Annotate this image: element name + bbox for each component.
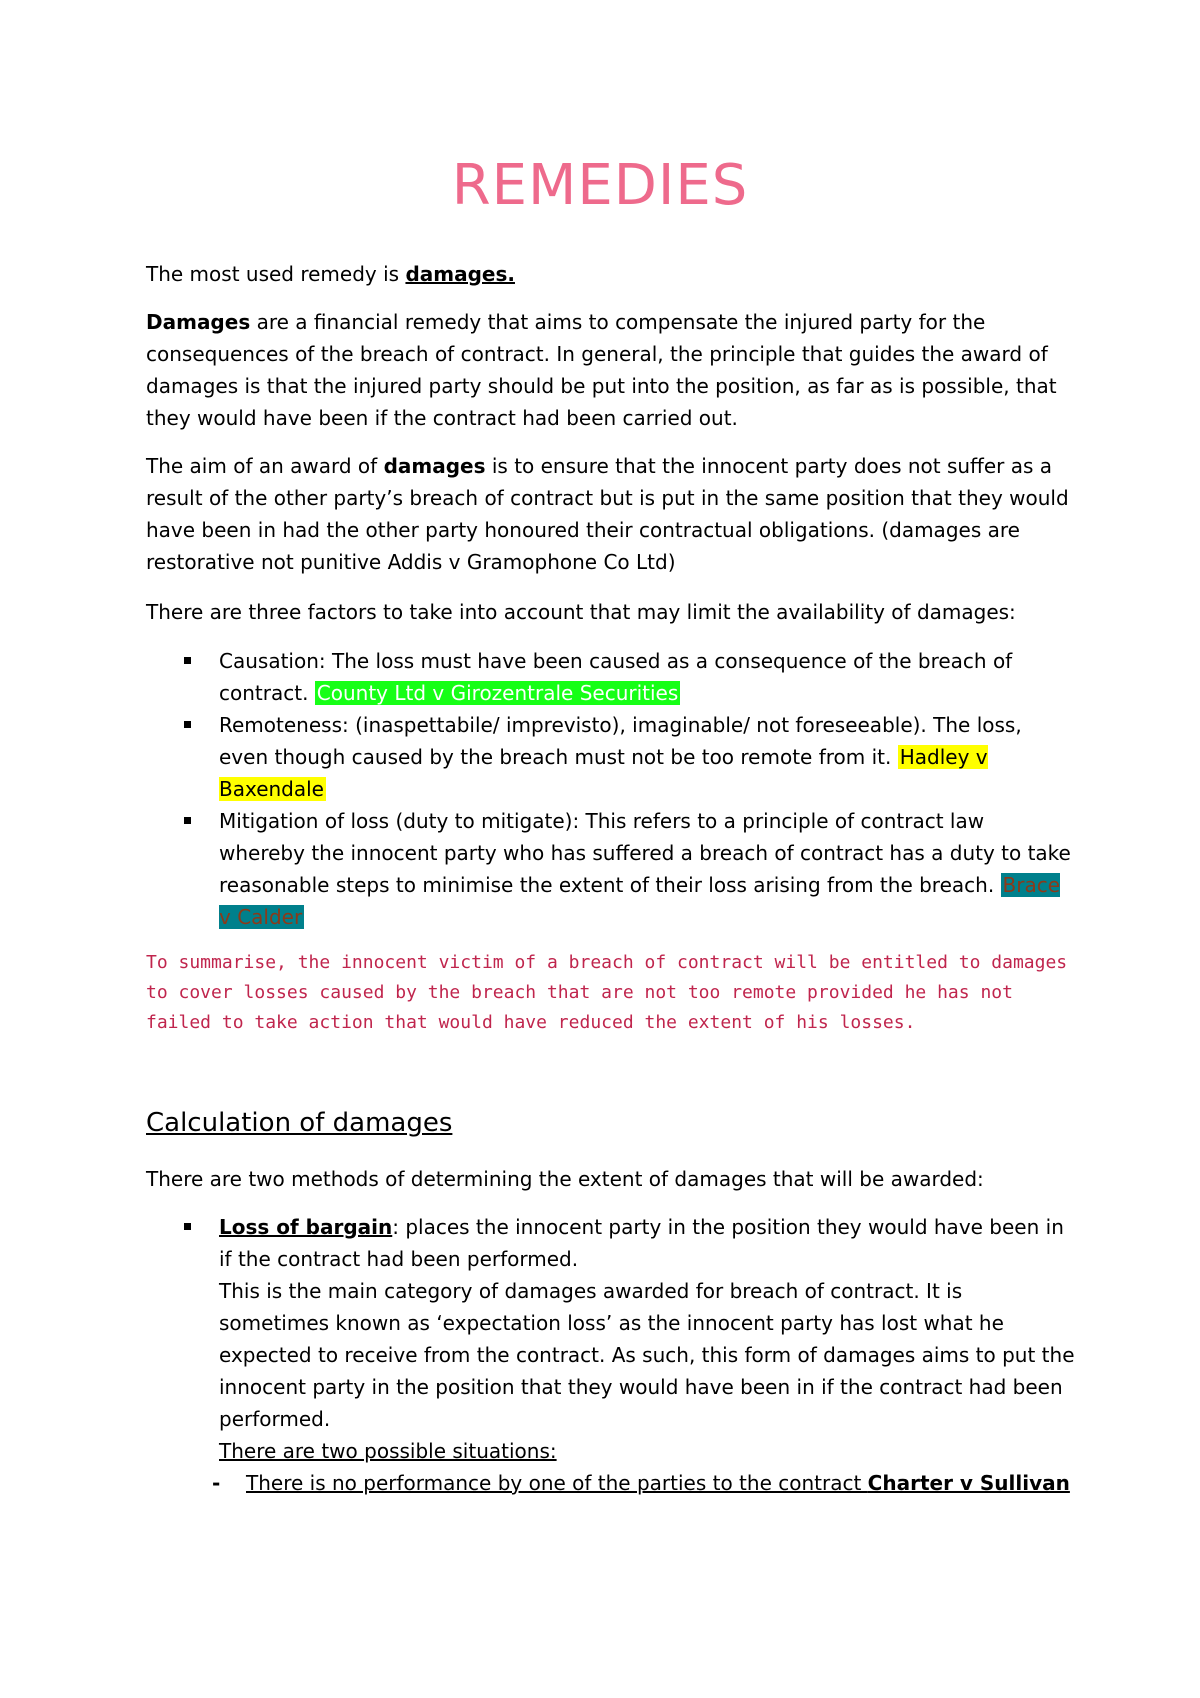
loss-of-bargain-text: : places the innocent party in the position they would have been in if the contract had been performed. bbox=[219, 1215, 1064, 1271]
aim-text: is to ensure that the innocent party does not suffer as a result of the other party’s breach of contract but is put in the same position that they would have been in had the other party honoured their contractual obligations. (damages are restorative not punitive Addis v Gramophone Co Ltd) bbox=[146, 454, 1069, 574]
aim-term: damages bbox=[383, 454, 486, 478]
factors-intro bbox=[146, 596, 1076, 628]
aim-paragraph bbox=[146, 450, 1076, 578]
case-highlight: County Ltd v Girozentrale Securities bbox=[316, 681, 679, 705]
list-item bbox=[146, 645, 1076, 709]
bullet-square-icon bbox=[184, 1223, 191, 1230]
case-highlight: Brace v Calder bbox=[219, 873, 1061, 929]
situations-label: There are two possible situations: bbox=[219, 1439, 557, 1463]
list-item bbox=[146, 1467, 1076, 1499]
intro-paragraph bbox=[146, 258, 1076, 290]
definition-term: Damages bbox=[146, 310, 251, 334]
list-item bbox=[146, 709, 1076, 805]
loss-of-bargain-term: Loss of bargain bbox=[219, 1215, 393, 1239]
definition-paragraph bbox=[146, 306, 1076, 434]
bullet-square-icon bbox=[184, 817, 191, 824]
definition-text: are a financial remedy that aims to compensate the injured party for the consequences of the breach of contract. In general, the principle that guides the award of damages is that the injured party should be put into the position, as far as is possible, that they would have been if the contract had been carried out. bbox=[146, 310, 1057, 430]
bullet-square-icon bbox=[184, 657, 191, 664]
case-highlight: Hadley v Baxendale bbox=[219, 745, 988, 801]
calc-list bbox=[146, 1211, 1076, 1499]
section-heading: Calculation of damages bbox=[146, 1108, 453, 1138]
bullet-square-icon bbox=[184, 721, 191, 728]
loss-of-bargain-more: This is the main category of damages awarded for breach of contract. It is sometimes known as ‘expectation loss’ as the innocent party has lost what he expected to receive from the contract. As such, this form of damages aims to put the innocent party in the position that they would have been in if the contract had been performed. bbox=[219, 1279, 1075, 1431]
page-title: REMEDIES bbox=[451, 153, 749, 218]
factor-text: Remoteness: (inaspettabile/ imprevisto), imaginable/ not foreseeable). The loss, even though caused by the breach must not be too remote from it. bbox=[219, 713, 1022, 769]
calc-intro-text: There are two methods of determining the extent of damages that will be awarded: bbox=[146, 1167, 984, 1191]
dash-bullet: - bbox=[212, 1471, 221, 1495]
aim-prefix: The aim of an award of bbox=[146, 454, 384, 478]
list-item bbox=[146, 1211, 1076, 1467]
situation-case: Charter v Sullivan bbox=[867, 1471, 1070, 1495]
factor-text: Mitigation of loss (duty to mitigate): This refers to a principle of contract law whereby the innocent party who has suffered a breach of contract has a duty to take reasonable steps to minimise the extent of their loss arising from the breach. bbox=[219, 809, 1071, 897]
factors-list bbox=[146, 645, 1076, 933]
summary-paragraph: To summarise, the innocent victim of a breach of contract will be entitled to damages to cover losses caused by the breach that are not too remote provided he has not failed to take action that would have reduced the extent of his losses. bbox=[146, 952, 1068, 1033]
factor-text: Causation: The loss must have been caused as a consequence of the breach of contract. bbox=[219, 649, 1013, 705]
calc-intro bbox=[146, 1163, 1076, 1195]
intro-term: damages. bbox=[405, 262, 515, 286]
intro-prefix: The most used remedy is bbox=[146, 262, 406, 286]
factors-intro-text: There are three factors to take into account that may limit the availability of damages: bbox=[146, 600, 1016, 624]
situation-text: There is no performance by one of the parties to the contract bbox=[246, 1471, 868, 1495]
list-item bbox=[146, 805, 1076, 933]
